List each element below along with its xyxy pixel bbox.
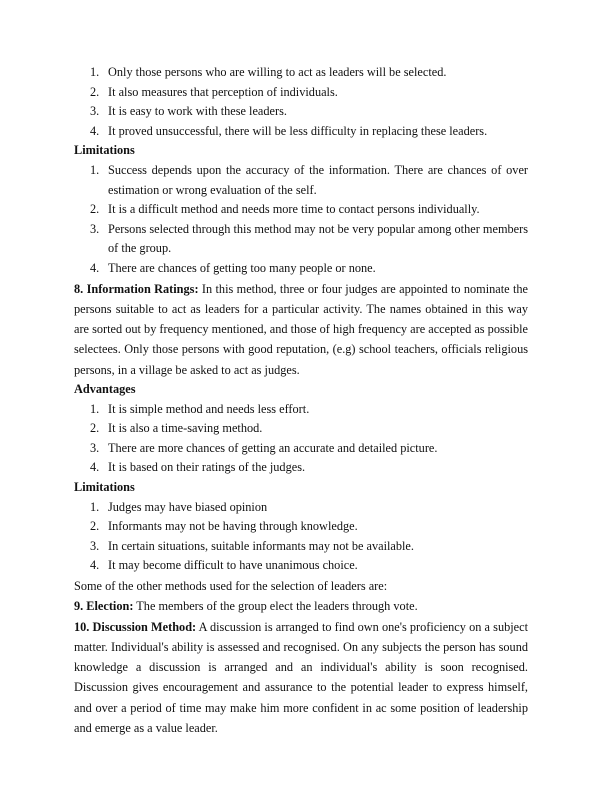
list-item: 3. There are more chances of getting an accurate and detailed picture. bbox=[90, 440, 438, 455]
list-item: 4. It is based on their ratings of the judges. bbox=[90, 460, 306, 475]
list-item: 2. It also measures that perception of individuals. bbox=[90, 84, 338, 99]
list-item: 3. Persons selected through this method may not be very popular among other members of the group. bbox=[90, 221, 528, 256]
list-item: 4. It may become difficult to have unanimous choice. bbox=[90, 558, 358, 573]
list-item: 2. It is also a time-saving method. bbox=[90, 421, 263, 436]
list-item-text: There are more chances of getting an accurate and detailed picture. bbox=[108, 440, 438, 455]
list-item-text: It is a difficult method and needs more time to contact persons individually. bbox=[108, 202, 480, 217]
section-label: 9. Election: bbox=[74, 599, 134, 614]
section-label: 10. Discussion Method: bbox=[74, 619, 197, 634]
list-item: 3. In certain situations, suitable informants may not be available. bbox=[90, 538, 414, 553]
list-item-text: There are chances of getting too many people or none. bbox=[108, 260, 376, 275]
section-label: 8. Information Ratings: bbox=[74, 281, 199, 296]
list-item: 4. It proved unsuccessful, there will be less difficulty in replacing these leaders. bbox=[90, 123, 488, 138]
other-methods-text: Some of the other methods used for the selection of leaders are: bbox=[74, 578, 388, 593]
list-item-text: Success depends upon the accuracy of the information. There are chances of over estimation or wrong evaluation of the self. bbox=[108, 162, 528, 197]
list-item: 1. Judges may have biased opinion bbox=[90, 499, 268, 514]
advantages-heading: Advantages bbox=[74, 382, 136, 397]
list-item-text: It proved unsuccessful, there will be less difficulty in replacing these leaders. bbox=[108, 123, 488, 138]
list-item-text: Only those persons who are willing to act as leaders will be selected. bbox=[108, 65, 447, 79]
list-item-text: It is simple method and needs less effort. bbox=[108, 401, 310, 416]
paragraph-text: A discussion is arranged to find own one's proficiency on a subject matter. Individual's ability is assessed and recognised. On any subjects the person has sound knowledge a discussion is arranged and an individual's ability is soon recognised. Discussion gives encouragement and assurance to the potential leader to express himself, and over a period of time may make him more confident in ac some position of leadership and emerge as a value leader. bbox=[74, 619, 528, 736]
list-item: 1. It is simple method and needs less effort. bbox=[90, 401, 310, 416]
limitations-list bbox=[74, 498, 528, 576]
list-item-text: It may become difficult to have unanimous choice. bbox=[108, 558, 358, 573]
election-paragraph bbox=[74, 596, 528, 616]
limitations-heading: Limitations bbox=[74, 479, 135, 494]
limitations-heading: Limitations bbox=[74, 143, 135, 158]
list-item-text: Judges may have biased opinion bbox=[108, 499, 268, 514]
discussion-method-paragraph bbox=[74, 617, 528, 739]
list-item: 1. Success depends upon the accuracy of the information. There are chances of over estimation or wrong evaluation of the self. bbox=[90, 162, 528, 197]
selection-benefits-list bbox=[74, 63, 528, 141]
information-ratings-paragraph bbox=[74, 279, 528, 380]
advantages-list bbox=[74, 400, 528, 478]
paragraph-text: The members of the group elect the leaders through vote. bbox=[133, 599, 418, 614]
list-item-text: It also measures that perception of individuals. bbox=[108, 84, 338, 99]
list-item-text: In certain situations, suitable informants may not be available. bbox=[108, 538, 414, 553]
list-item-text: It is also a time-saving method. bbox=[108, 421, 263, 436]
list-item: 3. It is easy to work with these leaders. bbox=[90, 104, 287, 119]
limitations-list bbox=[74, 161, 528, 279]
list-item-text: Persons selected through this method may not be very popular among other members of the group. bbox=[108, 221, 528, 256]
list-item: 2. It is a difficult method and needs more time to contact persons individually. bbox=[90, 202, 480, 217]
paragraph-text: In this method, three or four judges are appointed to nominate the persons suitable to act as leaders for a particular activity. The names obtained in this way are sorted out by frequency mentioned, and those of high frequency are accepted as possible selectees. Only those persons with good reputation, (e.g) school teachers, officials religious persons, in a village be asked to act as judges. bbox=[74, 281, 529, 377]
list-item-text: It is easy to work with these leaders. bbox=[108, 104, 287, 119]
list-item-text: Informants may not be having through knowledge. bbox=[108, 519, 358, 534]
list-item: 2. Informants may not be having through knowledge. bbox=[90, 519, 358, 534]
list-item: 1. Only those persons who are willing to act as leaders will be selected. bbox=[90, 65, 447, 79]
list-item-text: It is based on their ratings of the judges. bbox=[108, 460, 306, 475]
list-item: 4. There are chances of getting too many people or none. bbox=[90, 260, 376, 275]
